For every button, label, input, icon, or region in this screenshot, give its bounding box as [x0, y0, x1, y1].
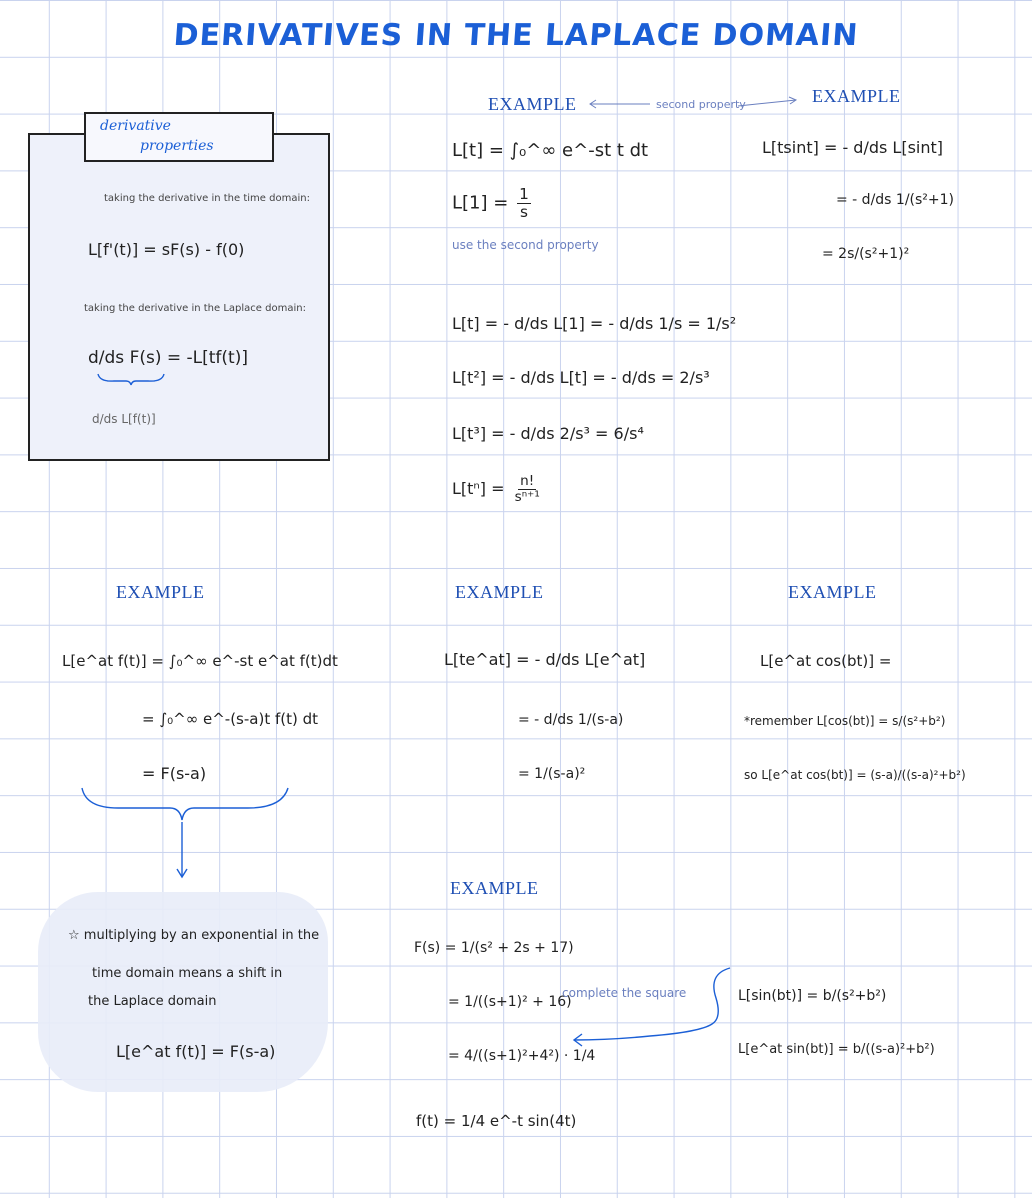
ex2-line2: = - d/ds 1/(s²+1): [836, 192, 955, 208]
ex1-note: use the second property: [452, 238, 599, 252]
example-label: EXAMPLE: [455, 582, 544, 602]
ex3-line1: L[e^at f(t)] = ∫₀^∞ e^-st e^at f(t)dt: [62, 652, 338, 670]
ex6-line4: f(t) = 1/4 e^-t sin(4t): [416, 1112, 577, 1130]
ex1-line5: L[t³] = - d/ds 2/s³ = 6/s⁴: [452, 424, 644, 443]
example-label: EXAMPLE: [450, 878, 539, 898]
example-label: EXAMPLE: [488, 94, 577, 114]
ex6-line1: F(s) = 1/(s² + 2s + 17): [414, 940, 574, 956]
properties-box: [28, 133, 330, 461]
example-label: EXAMPLE: [812, 86, 901, 106]
ex2-line3: = 2s/(s²+1)²: [822, 246, 910, 262]
ex1-line6-num: n!: [520, 473, 535, 489]
ex4-line2: = - d/ds 1/(s-a): [518, 712, 624, 728]
ex1-line1: L[t] = ∫₀^∞ e^-st t dt: [452, 140, 649, 161]
ex3-line2: = ∫₀^∞ e^-(s-a)t f(t) dt: [142, 710, 319, 728]
underbrace-icon: [96, 372, 166, 386]
ex6-line2: = 1/((s+1)² + 16): [448, 994, 572, 1010]
example-label: EXAMPLE: [116, 582, 205, 602]
ex2-line1: L[tsint] = - d/ds L[sint]: [762, 138, 944, 157]
ex1-line6-lhs: L[tⁿ] =: [452, 478, 505, 498]
ex6-side1: L[sin(bt)] = b/(s²+b²): [738, 988, 887, 1004]
note-cloud: [38, 892, 328, 1092]
ex1-line2-num: 1: [519, 185, 529, 203]
box-title-line2: properties: [140, 138, 214, 154]
ex1-line2-den: s: [519, 202, 528, 221]
ex6-line3: = 4/((s+1)²+4²) · 1/4: [448, 1048, 596, 1064]
ex1-line2: [452, 186, 534, 221]
ex1-line6: [452, 474, 545, 505]
ex1-line6-fraction: [513, 474, 542, 505]
ex1-line3: L[t] = - d/ds L[1] = - d/ds 1/s = 1/s²: [452, 314, 737, 333]
laplace-domain-formula: d/ds F(s) = -L[tf(t)]: [88, 348, 248, 368]
ex1-line4: L[t²] = - d/ds L[t] = - d/ds = 2/s³: [452, 368, 710, 387]
laplace-sub-formula: d/ds L[f(t)]: [92, 412, 156, 426]
ex1-line2-lhs: L[1] =: [452, 192, 509, 214]
ex5-line3: so L[e^at cos(bt)] = (s-a)/((s-a)²+b²): [744, 768, 966, 782]
ex3-line3: = F(s-a): [142, 764, 207, 783]
note-line1: ☆ multiplying by an exponential in the: [68, 928, 320, 943]
box-title-line1: derivative: [100, 118, 171, 134]
note-line2: time domain means a shift in: [92, 966, 283, 981]
note-formula: L[e^at f(t)] = F(s-a): [116, 1042, 276, 1061]
note-line3: the Laplace domain: [88, 994, 217, 1009]
ex5-line1: L[e^at cos(bt)] =: [760, 652, 892, 670]
curved-arrow-icon: [560, 964, 740, 1054]
ex4-line3: = 1/(s-a)²: [518, 766, 586, 782]
ex1-line2-fraction: [517, 186, 531, 221]
ex1-line6-den: sⁿ⁺¹: [514, 488, 540, 505]
ex4-line1: L[te^at] = - d/ds L[e^at]: [444, 650, 646, 669]
ex5-line2: *remember L[cos(bt)] = s/(s²+b²): [744, 714, 946, 728]
ex6-side2: L[e^at sin(bt)] = b/((s-a)²+b²): [738, 1042, 935, 1057]
ex6-note: complete the square: [562, 986, 687, 1000]
page-title: DERIVATIVES IN THE LAPLACE DOMAIN: [172, 18, 860, 53]
arrow-note: second property: [656, 98, 746, 111]
time-domain-label: taking the derivative in the time domain:: [104, 193, 310, 204]
example-label: EXAMPLE: [788, 582, 877, 602]
brace-arrow-icon: [78, 784, 292, 880]
time-domain-formula: L[f'(t)] = sF(s) - f(0): [88, 240, 245, 259]
laplace-domain-label: taking the derivative in the Laplace domain:: [84, 303, 306, 314]
